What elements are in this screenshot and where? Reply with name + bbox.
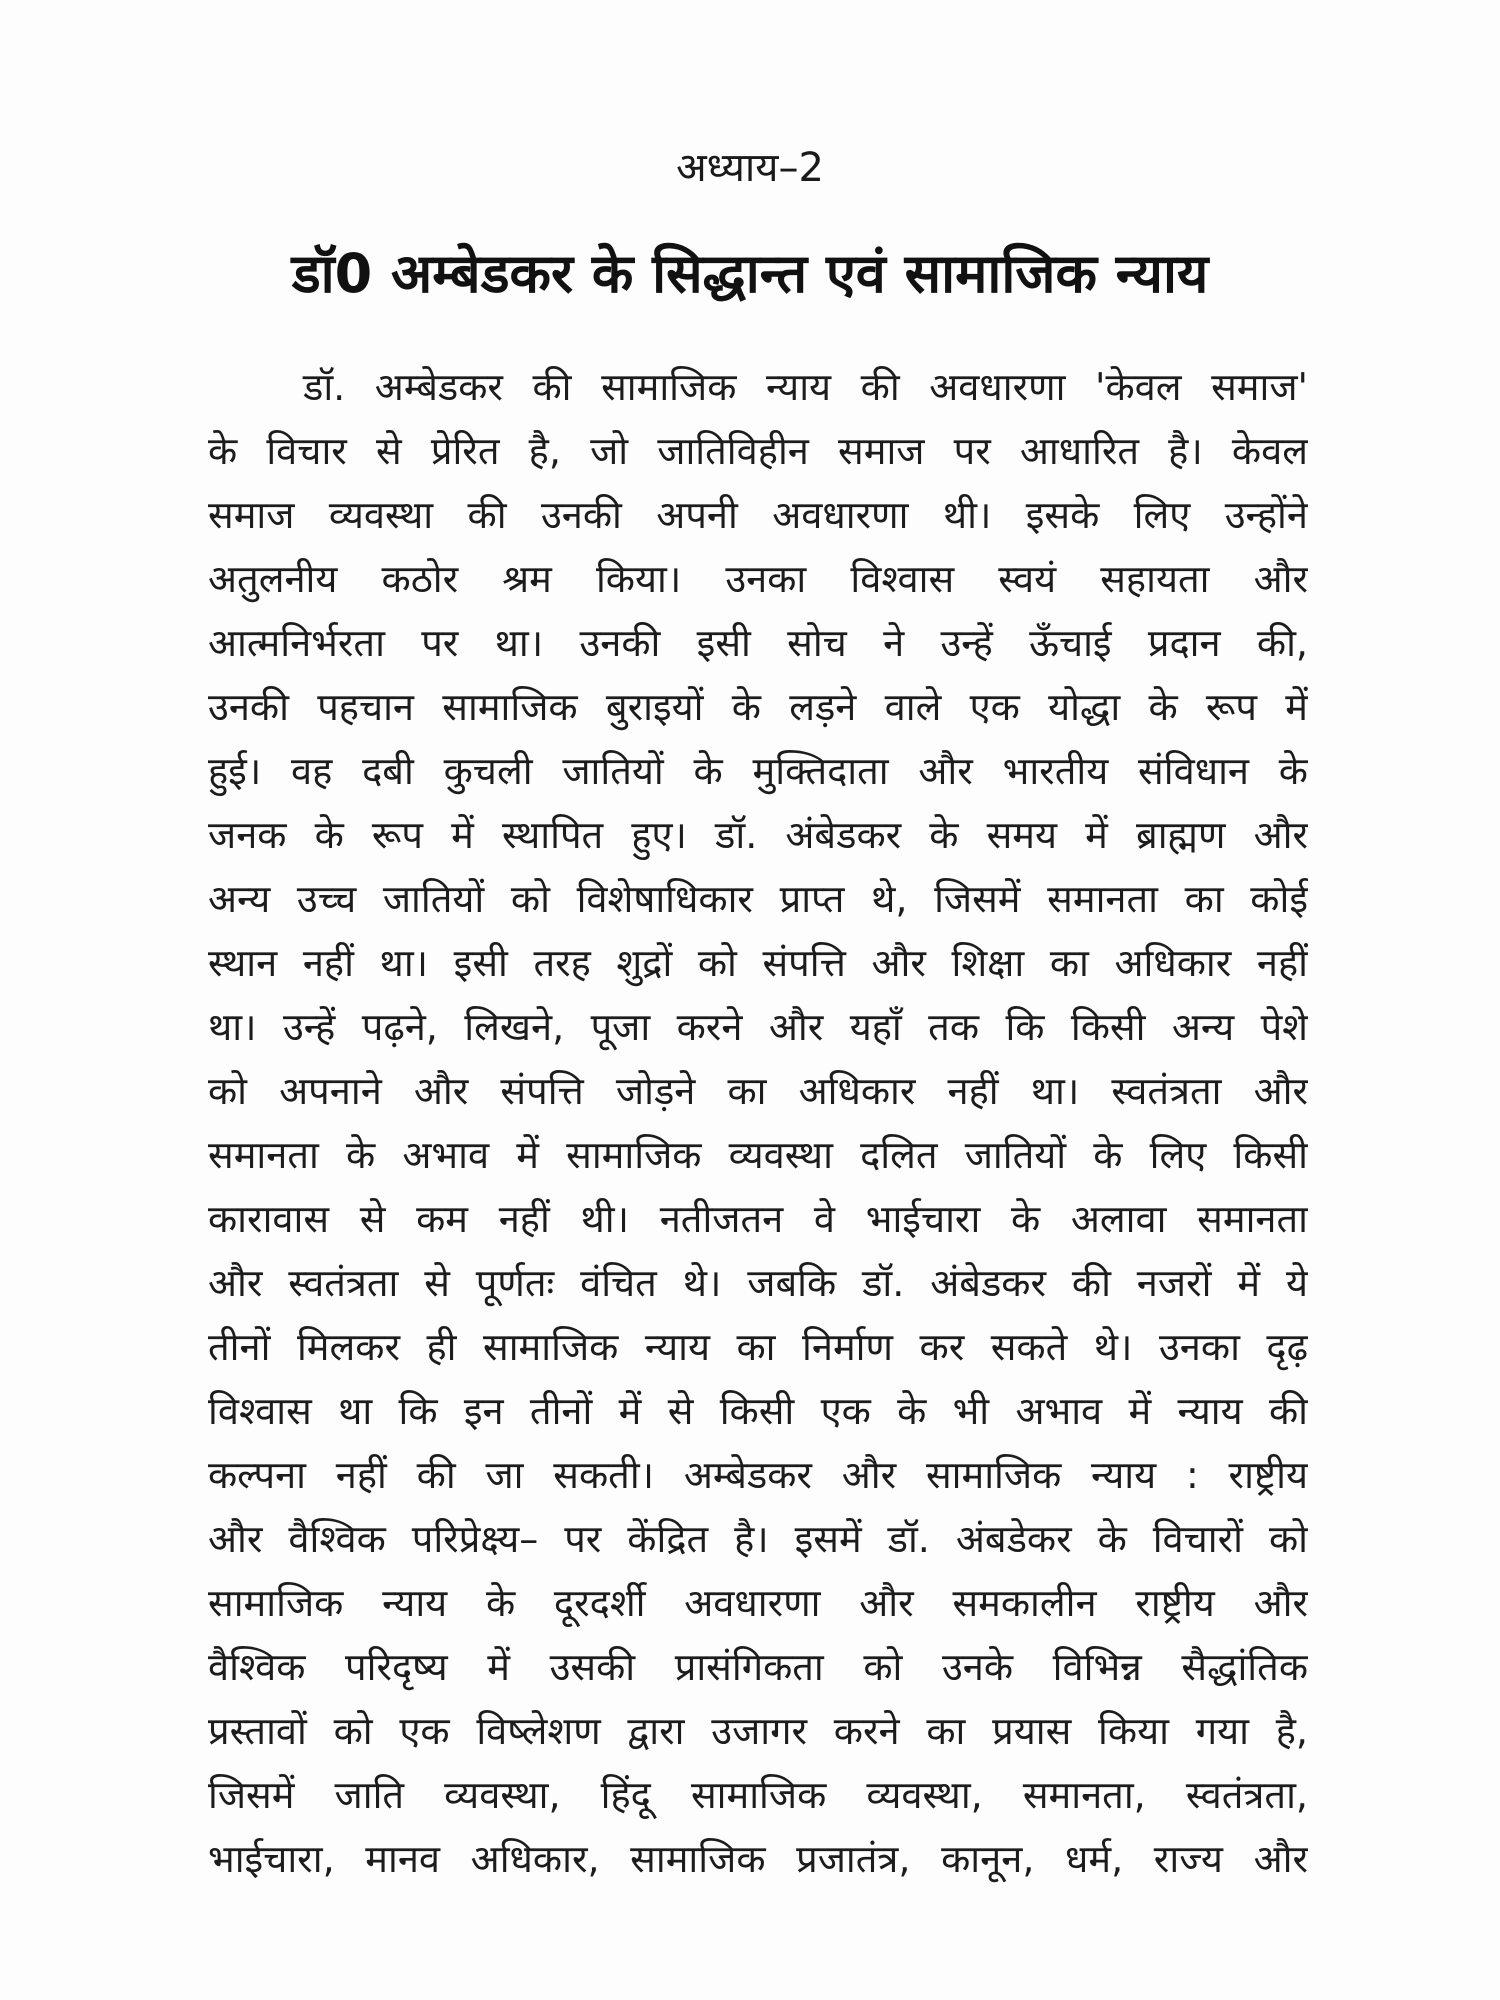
text-line: वैश्विक परिदृष्य में उसकी प्रासंगिकता को उनके विभिन्न सैद्धांतिक <box>208 1645 1308 1689</box>
chapter-title: डॉ0 अम्बेडकर के सिद्धान्त एवं सामाजिक न्याय <box>291 242 1209 305</box>
text-line: और स्वतंत्रता से पूर्णतः वंचित थे। जबकि डॉ. अंबेडकर की नजरों में ये <box>208 1261 1308 1305</box>
text-line: अन्य उच्च जातियों को विशेषाधिकार प्राप्त थे, जिसमें समानता का कोई <box>208 877 1308 921</box>
text-line: हुई। वह दबी कुचली जातियों के मुक्तिदाता और भारतीय संविधान के <box>208 749 1308 793</box>
text-line: सामाजिक न्याय के दूरदर्शी अवधारणा और समकालीन राष्ट्रीय और <box>208 1581 1308 1625</box>
text-line: डॉ. अम्बेडकर की सामाजिक न्याय की अवधारणा 'केवल समाज' <box>303 365 1308 409</box>
text-line: उनकी पहचान सामाजिक बुराइयों के लड़ने वाले एक योद्धा के रूप में <box>208 685 1308 729</box>
text-line: आत्मनिर्भरता पर था। उनकी इसी सोच ने उन्हें ऊँचाई प्रदान की, <box>208 621 1308 665</box>
text-line: कल्पना नहीं की जा सकती। अम्बेडकर और सामाजिक न्याय : राष्ट्रीय <box>208 1453 1308 1497</box>
text-line: के विचार से प्रेरित है, जो जातिविहीन समाज पर आधारित है। केवल <box>208 429 1308 473</box>
text-line: अतुलनीय कठोर श्रम किया। उनका विश्वास स्वयं सहायता और <box>208 557 1308 601</box>
text-line: प्रस्तावों को एक विष्लेशण द्वारा उजागर करने का प्रयास किया गया है, <box>208 1709 1308 1753</box>
text-line: तीनों मिलकर ही सामाजिक न्याय का निर्माण कर सकते थे। उनका दृढ़ <box>208 1325 1308 1369</box>
text-line: था। उन्हें पढ़ने, लिखने, पूजा करने और यहाँ तक कि किसी अन्य पेशे <box>208 1005 1308 1049</box>
body-paragraph <box>208 355 1308 1891</box>
text-line: कारावास से कम नहीं थी। नतीजतन वे भाईचारा के अलावा समानता <box>208 1197 1308 1241</box>
text-line: और वैश्विक परिप्रेक्ष्य– पर केंद्रित है। इसमें डॉ. अंबडेकर के विचारों को <box>208 1517 1308 1561</box>
text-line: समानता के अभाव में सामाजिक व्यवस्था दलित जातियों के लिए किसी <box>208 1133 1308 1177</box>
text-line: विश्वास था कि इन तीनों में से किसी एक के भी अभाव में न्याय की <box>208 1389 1308 1433</box>
text-line: भाईचारा, मानव अधिकार, सामाजिक प्रजातंत्र, कानून, धर्म, राज्य और <box>208 1837 1308 1881</box>
text-line: जिसमें जाति व्यवस्था, हिंदू सामाजिक व्यवस्था, समानता, स्वतंत्रता, <box>208 1773 1308 1817</box>
text-line: स्थान नहीं था। इसी तरह शुद्रों को संपत्ति और शिक्षा का अधिकार नहीं <box>208 941 1308 985</box>
chapter-number: अध्याय–2 <box>676 145 824 191</box>
text-line: समाज व्यवस्था की उनकी अपनी अवधारणा थी। इसके लिए उन्होंने <box>208 493 1308 537</box>
text-line: को अपनाने और संपत्ति जोड़ने का अधिकार नहीं था। स्वतंत्रता और <box>208 1069 1308 1113</box>
text-line: जनक के रूप में स्थापित हुए। डॉ. अंबेडकर के समय में ब्राह्मण और <box>208 813 1308 857</box>
